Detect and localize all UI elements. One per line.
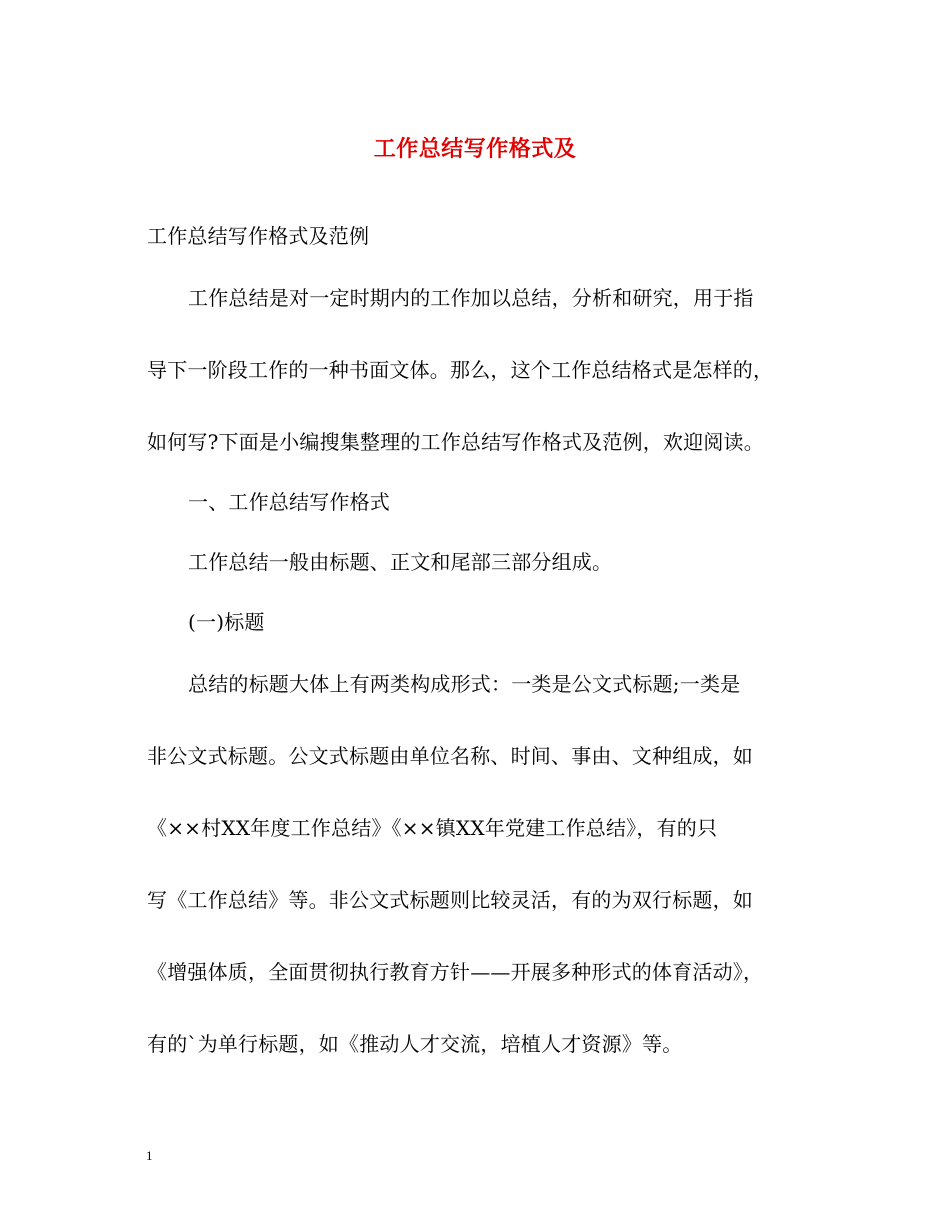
- paragraph-line: 总结的标题大体上有两类构成形式：一类是公文式标题;一类是: [188, 672, 741, 696]
- document-title: 工作总结写作格式及: [373, 136, 577, 162]
- document-subtitle: 工作总结写作格式及范例: [147, 224, 370, 248]
- section-heading: 一、工作总结写作格式: [188, 490, 390, 514]
- paragraph-line: 导下一阶段工作的一种书面文体。那么，这个工作总结格式是怎样的，: [147, 358, 774, 382]
- paragraph-line: 有的`为单行标题，如《推动人才交流，培植人才资源》等。: [147, 1032, 683, 1056]
- paragraph-line: 《增强体质，全面贯彻执行教育方针——开展多种形式的体育活动》，: [147, 960, 764, 984]
- page-number: 1: [146, 1148, 153, 1163]
- subsection-heading: (一)标题: [188, 610, 265, 634]
- paragraph-line: 《××村XX年度工作总结》《××镇XX年党建工作总结》，有的只: [147, 816, 718, 840]
- paragraph-line: 写《工作总结》等。非公文式标题则比较灵活，有的为双行标题，如: [147, 888, 753, 912]
- paragraph-line: 如何写?下面是小编搜集整理的工作总结写作格式及范例，欢迎阅读。: [147, 430, 764, 454]
- paragraph-line: 工作总结是对一定时期内的工作加以总结，分析和研究，用于指: [188, 286, 754, 310]
- paragraph-line: 工作总结一般由标题、正文和尾部三部分组成。: [188, 550, 613, 574]
- paragraph-line: 非公文式标题。公文式标题由单位名称、时间、事由、文种组成，如: [147, 744, 753, 768]
